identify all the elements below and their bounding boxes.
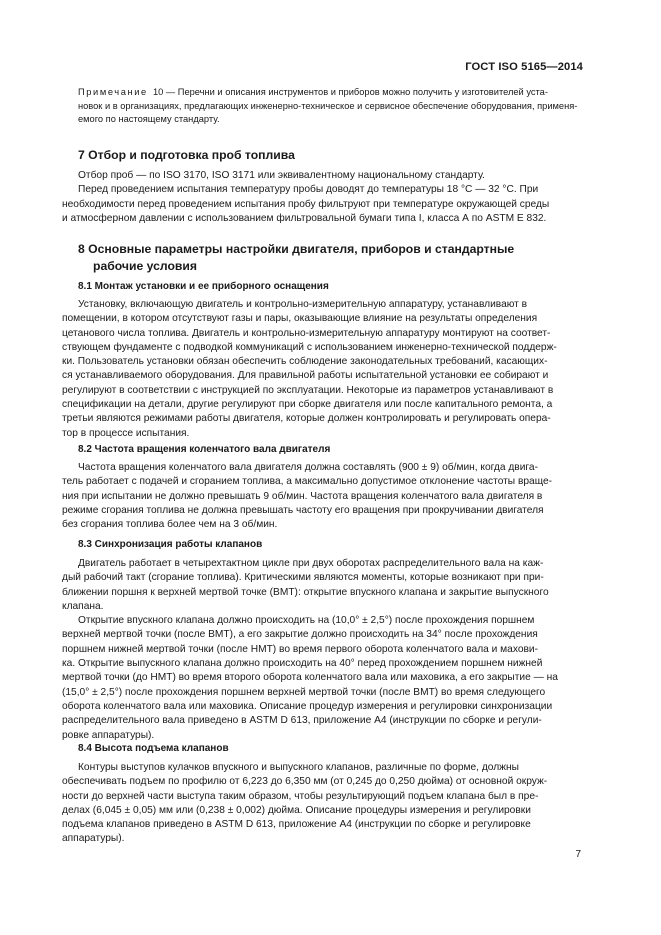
paragraph-line: ся устанавливаемого оборудования. Для правильной работы испытательной установки ее собирают и	[62, 370, 549, 382]
paragraph-line: аппаратуры).	[62, 833, 125, 845]
subsection-8-2-body	[62, 461, 582, 532]
paragraph-line: подъема клапанов приведено в ASTM D 613, приложение А4 (инструкции по сборке и регулировке	[62, 819, 531, 831]
subsection-8-2-title: 8.2 Частота вращения коленчатого вала двигателя	[78, 444, 331, 455]
paragraph-line: поршнем нижней мертвой точки (после НМТ) во время первого оборота коленчатого вала и махови-	[62, 643, 538, 655]
subsection-8-3-title: 8.3 Синхронизация работы клапанов	[78, 539, 263, 550]
paragraph-line: регулируют в соответствии с инструкцией по эксплуатации. Некоторые из параметров устанавливают в	[62, 384, 554, 396]
note-line: 10 — Перечни и описания инструментов и приборов можно получить у изготовителей уста-	[152, 87, 548, 97]
paragraph-line: Отбор проб — по ISO 3170, ISO 3171 или эквивалентному национальному стандарту.	[78, 170, 485, 181]
paragraph-line: Двигатель работает в четырехтактном цикле при двух оборотах распределительного вала на каж-	[78, 558, 544, 569]
paragraph-line: Перед проведением испытания температуру пробы доводят до температуры 18 °С — 32 °С. При	[78, 184, 539, 196]
paragraph-line: и атмосферном давлении с использованием фильтровальной бумаги типа I, класса А по ASTM E 832.	[62, 212, 547, 224]
subsection-8-4-body	[62, 761, 582, 847]
paragraph-line: ближении поршня к верхней мертвой точке (ВМТ): открытие впускного клапана и закрытие выпускного	[62, 586, 549, 598]
paragraph-line: без сгорания топлива более чем на 3 об/мин.	[62, 519, 278, 531]
paragraph-line: тор в процессе испытания.	[62, 427, 190, 439]
paragraph-line: Открытие впускного клапана должно происходить на (10,0° ± 2,5°) после прохождения поршнем	[78, 615, 535, 627]
section-8-title-line: 8 Основные параметры настройки двигателя, приборов и стандартные	[78, 242, 515, 256]
paragraph-line: Установку, включающую двигатель и контрольно-измерительную аппаратуру, устанавливают в	[78, 299, 528, 310]
paragraph-line: необходимости перед проведением испытания пробу фильтруют при температуре окружающей среды	[62, 198, 550, 210]
paragraph-line: спецификации на детали, другие регулируют при сборке двигателя или после капитального ремонта, а	[62, 399, 553, 411]
note-block	[78, 86, 582, 127]
paragraph-line: ности до верхней части выступа таким образом, чтобы результирующий подъем клапана был в пре-	[62, 790, 539, 802]
paragraph-line: третьи являются режимами работы двигателя, которые должен контролировать и регулировать опера-	[62, 413, 551, 425]
section-7-title: 7 Отбор и подготовка проб топлива	[78, 148, 295, 162]
paragraph-line: ка. Открытие выпускного клапана должно происходить на 40° перед прохождением поршнем нижней	[62, 658, 543, 670]
paragraph-line: дый рабочий такт (сгорание топлива). Критическими являются моменты, которые возникают при при-	[62, 572, 544, 584]
subsection-8-1-body	[62, 298, 582, 441]
section-7-body	[62, 169, 582, 226]
paragraph-line: (15,0° ± 2,5°) после прохождения поршнем верхней мертвой точки (после ВМТ) во время следующего	[62, 686, 546, 698]
section-8-title	[78, 241, 514, 274]
paragraph-line: оборота коленчатого вала или маховика. Описание процедур измерения и регулировки синхронизации	[62, 700, 553, 712]
paragraph-line: ки. Пользователь установки обязан обеспечить соблюдение законодательных требований, касающих-	[62, 356, 548, 368]
note-label: Примечание	[78, 87, 148, 97]
page-number: 7	[575, 849, 581, 860]
paragraph-line: ровке аппаратуры).	[62, 729, 155, 741]
paragraph-line: верхней мертвой точки (после ВМТ), а его закрытие должно происходить на 34° после прохождения	[62, 629, 538, 641]
paragraph-line: цетанового числа топлива. Двигатель и контрольно-измерительную аппаратуру монтируют на соответ-	[62, 327, 551, 339]
paragraph-line: мертвой точки (до НМТ) во время второго оборота коленчатого вала или маховика, а его закрытие — на	[62, 672, 558, 684]
paragraph-line: клапана.	[62, 600, 104, 612]
subsection-8-1-title: 8.1 Монтаж установки и ее приборного оснащения	[78, 281, 329, 292]
section-8-title-line: рабочие условия	[93, 258, 197, 273]
paragraph-line: обеспечивать подъем по профилю от 6,223 до 6,350 мм (от 0,245 до 0,250 дюйма) от основной окруж-	[62, 776, 548, 788]
paragraph-line: помещении, в котором отсутствуют газы и пары, оказывающие влияние на результаты определения	[62, 313, 538, 325]
subsection-8-3-body	[62, 557, 582, 743]
paragraph-line: распределительного вала приведено в ASTM D 613, приложение А4 (инструкции по сборке и регули-	[62, 715, 542, 727]
paragraph-line: ния при испытании не должно превышать 9 об/мин. Частота вращения коленчатого вала двигателя в	[62, 490, 543, 502]
note-line: емого по настоящему стандарту.	[78, 114, 220, 125]
paragraph-line: Частота вращения коленчатого вала двигателя должна составлять (900 ± 9) об/мин, когда двига-	[78, 462, 538, 473]
paragraph-line: тель работает с подачей и сгоранием топлива, а максимально допустимое отклонение частоты враще-	[62, 476, 553, 488]
paragraph-line: ствующем фундаменте с подводкой коммуникаций с использованием инженерно-технической поддерж-	[62, 341, 557, 353]
subsection-8-4-title: 8.4 Высота подъема клапанов	[78, 743, 229, 754]
note-line: новок и в организациях, предлагающих инженерно-техническое и сервисное обеспечение оборудования, применя-	[78, 100, 578, 111]
paragraph-line: делах (6,045 ± 0,05) мм или (0,238 ± 0,002) дюйма. Описание процедуры измерения и регулировки	[62, 804, 531, 816]
standard-header: ГОСТ ISO 5165—2014	[465, 61, 583, 73]
paragraph-line: Контуры выступов кулачков впускного и выпускного клапанов, различные по форме, должны	[78, 762, 519, 773]
paragraph-line: режиме сгорания топлива не должна превышать частоту его вращения при прокручивании двигателя	[62, 504, 544, 516]
